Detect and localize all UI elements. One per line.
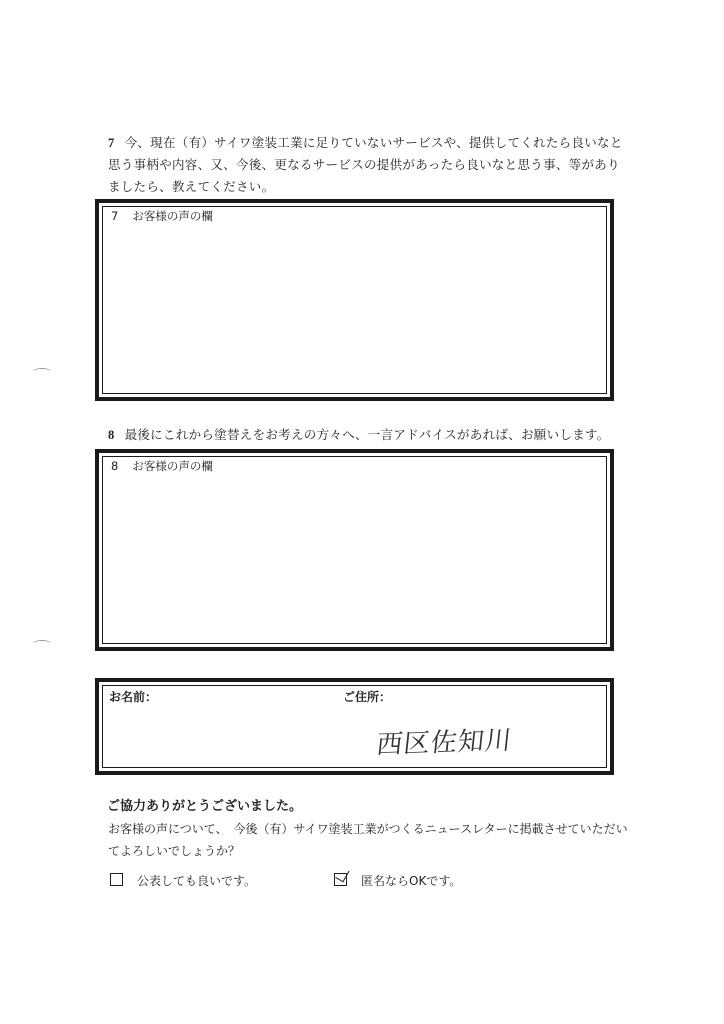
answer-box-number: 7: [111, 209, 119, 223]
consent-question: お客様の声について、 今後（有）サイワ塗装工業がつくるニュースレターに掲載させていただいてよろしいでしょうか？: [108, 822, 628, 858]
option-public-label: 公表しても良いです。: [137, 874, 257, 888]
address-value: 西区佐知川: [374, 725, 514, 761]
option-anonymous-label: 匿名ならOKです。: [361, 874, 462, 888]
punch-hole-mark: [33, 368, 51, 375]
answer-box-label: [111, 458, 213, 474]
answer-box-label: [111, 208, 213, 224]
customer-info-box: [95, 678, 614, 775]
answer-box-7[interactable]: [95, 199, 614, 401]
question-text: 最後にこれから塗替えをお考えの方々へ、一言アドバイスがあれば、お願いします。: [124, 427, 610, 442]
question-8: [108, 424, 628, 446]
question-text: 今、現在（有）サイワ塗装工業に足りていないサービスや、提供してくれたら良いなと思う事柄や内容、又、今後、更なるサービスの提供があったら良いなと思う事、等がありましたら、教えてください。: [108, 135, 623, 194]
answer-box-title: お客様の声の欄: [132, 459, 213, 473]
answer-box-number: 8: [111, 459, 119, 473]
answer-box-8[interactable]: [95, 449, 614, 651]
public-checkbox[interactable]: [110, 873, 123, 886]
question-number: 7: [108, 136, 115, 150]
question-7: [108, 132, 628, 198]
name-label: お名前：: [109, 690, 158, 704]
option-public[interactable]: [110, 872, 256, 889]
answer-box-title: お客様の声の欄: [132, 209, 213, 223]
address-label: ご住所：: [343, 690, 392, 704]
anonymous-checkbox[interactable]: [334, 873, 347, 886]
punch-hole-mark: [33, 640, 51, 647]
option-anonymous[interactable]: [334, 872, 461, 889]
thanks-message: ご協力ありがとうございました。: [107, 799, 303, 814]
question-number: 8: [108, 428, 115, 442]
